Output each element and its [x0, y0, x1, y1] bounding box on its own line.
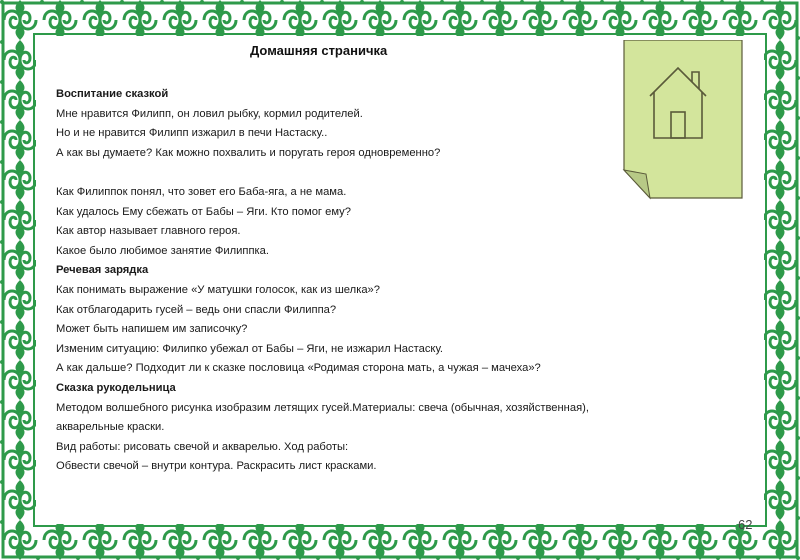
text-line: Вид работы: рисовать свечой и акварелью. Ход работы:	[56, 440, 349, 453]
text-content	[56, 85, 716, 477]
section-heading: Воспитание сказкой	[56, 88, 169, 100]
text-line: А как дальше? Подходит ли к сказке пословица «Родимая сторона мать, а чужая – мачеха»?	[56, 362, 541, 375]
text-line: Как отблагодарить гусей – ведь они спасли Филиппа?	[56, 303, 337, 316]
section-heading: Речевая зарядка	[56, 264, 149, 277]
text-line: Может быть напишем им записочку?	[56, 323, 248, 336]
text-line: Мне нравится Филипп, он ловил рыбку, кормил родителей.	[56, 107, 363, 120]
text-line: Изменим ситуацию: Филипко убежал от Бабы – Яги, не изжарил Настаску.	[56, 342, 444, 355]
text-line: А как вы думаете? Как можно похвалить и поругать героя одновременно?	[56, 146, 441, 159]
section-heading: Сказка рукодельница	[56, 381, 176, 394]
text-line: Но и не нравится Филипп изжарил в печи Настаску..	[56, 127, 328, 140]
text-line: Обвести свечой – внутри контура. Раскрасить лист красками.	[56, 460, 377, 473]
text-line: Как автор называет главного героя.	[56, 225, 241, 238]
sticky-note	[620, 40, 746, 200]
text-line: Как удалось Ему сбежать от Бабы – Яги. Кто помог ему?	[56, 205, 351, 218]
text-line: акварельные краски.	[56, 421, 165, 434]
text-line: Какое было любимое занятие Филиппка.	[56, 244, 269, 257]
text-line: Как Филиппок понял, что зовет его Баба-яга, а не мама.	[56, 185, 347, 198]
text-line: Методом волшебного рисунка изобразим летящих гусей.Материалы: свеча (обычная, хозяйственная),	[56, 401, 589, 414]
page-title: Домашняя страничка	[250, 43, 388, 58]
text-line: Как понимать выражение «У матушки голосок, как из шелка»?	[56, 283, 380, 296]
blank-line	[56, 163, 716, 183]
page-number: 62	[738, 517, 753, 532]
